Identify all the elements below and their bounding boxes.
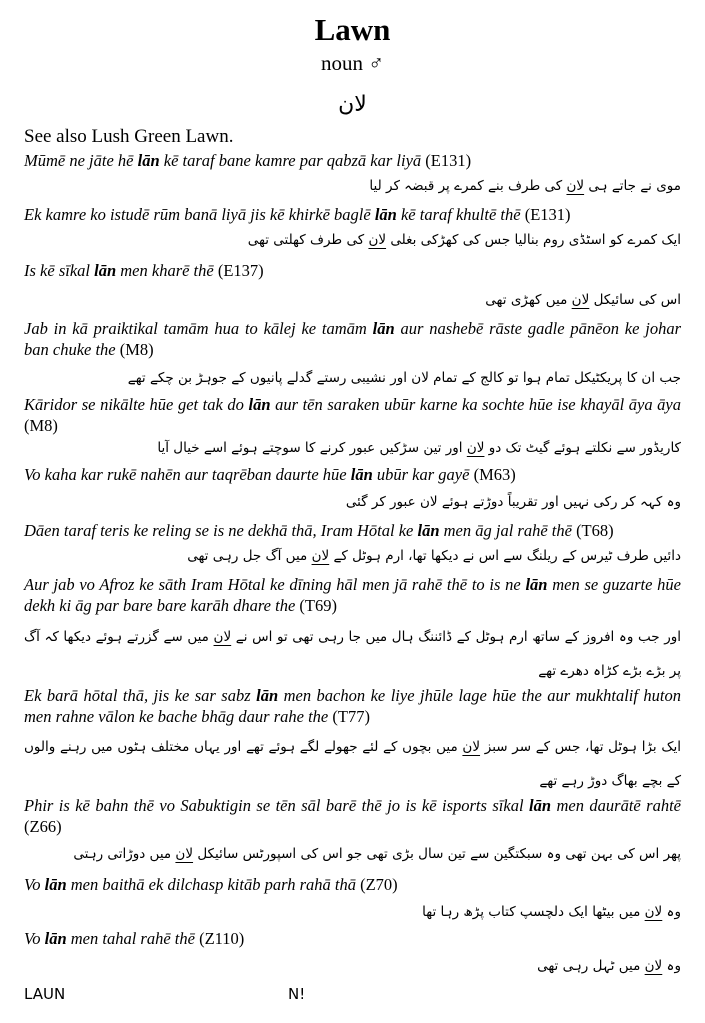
source-reference: (E131) [425, 151, 472, 170]
example-english [24, 685, 681, 727]
example-urdu [24, 730, 681, 798]
example-urdu [24, 172, 681, 200]
example-english [24, 574, 681, 616]
example-text: kē taraf khultē thē [396, 205, 521, 224]
example-text: men āg jal rahē thē [439, 521, 572, 540]
example-text: Phir is kē bahn thē vo Sabuktigin se tēn sāl barē thē jo is kē isports sīkal [24, 796, 529, 815]
keyword: lān [350, 465, 373, 484]
urdu-text: کی طرف بنے کمرے پر قبضہ کر لیا [369, 178, 567, 194]
urdu-keyword: لان [466, 440, 485, 456]
urdu-text: اور جب وہ افروز کے ساتھ ارم ہوٹل کے ڈائننگ ہال میں جا رہی تھی تو اس نے [231, 629, 682, 645]
keyword: lān [94, 261, 117, 280]
urdu-text: میں کھڑی تھی [485, 292, 572, 308]
source-reference: (M8) [119, 340, 154, 359]
example-english [24, 204, 681, 225]
example-english [24, 795, 681, 837]
urdu-text: میں بیٹھا ایک دلچسپ کتاب پڑھ رہا تھا [422, 904, 645, 920]
example-text: Dāen taraf teris ke reling se is ne dekhā thā, Iram Hōtal ke [24, 521, 418, 540]
source-reference: (Z66) [24, 817, 62, 836]
example-text: Kāridor se nikālte hūe get tak do [24, 395, 249, 414]
example-english [24, 394, 681, 436]
example-urdu [24, 840, 681, 868]
example-text: Ek kamre ko istudē rūm banā liyā jis kē khirkē baglē [24, 205, 375, 224]
urdu-text: وہ [662, 958, 681, 974]
example-text: men tahal rahē thē [66, 929, 195, 948]
example-text: Aur jab vo Afroz ke sāth Iram Hōtal ke dīning hāl men jā rahē thē to is ne [24, 575, 526, 594]
urdu-text: میں بچوں کے لئے جھولے لگے ہوئے تھے اور یہاں مختلف ہٹوں میں رہنے والوں کے بچے بھاگ دوڑ رہے تھے [24, 739, 681, 789]
example-english [24, 874, 681, 895]
keyword: lān [525, 575, 548, 594]
example-text: ubūr kar gayē [372, 465, 470, 484]
source-reference: (T69) [299, 596, 337, 615]
source-reference: (Z110) [199, 929, 245, 948]
example-urdu [24, 952, 681, 980]
headword: Lawn [314, 12, 391, 47]
footer-middle-label: N! [288, 985, 306, 1003]
urdu-text: میں آگ جل رہی تھی [187, 548, 312, 564]
keyword: lān [248, 395, 271, 414]
keyword: lān [417, 521, 440, 540]
example-urdu [24, 898, 681, 926]
example-english [24, 520, 681, 541]
urdu-text: جب ان کا پریکٹیکل تمام ہوا تو کالج کے تمام لان اور نشیبی رستے گدلے پانیوں کے جوہڑ بن چکے تھے [127, 370, 681, 386]
example-text: aur nashebē rāste gadle pānēon ke johar ban chuke the [24, 319, 682, 359]
keyword: lān [256, 686, 279, 705]
urdu-headword: لان [338, 92, 367, 117]
urdu-text: میں دوڑاتی رہتی [73, 846, 176, 862]
urdu-keyword: لان [566, 178, 585, 194]
source-reference: (T68) [576, 521, 614, 540]
example-text: Jab in kā praiktikal tamām hua to kālej ke tamām [24, 319, 373, 338]
urdu-text: کی طرف کھلتی تھی [247, 232, 369, 248]
urdu-text: ایک بڑا ہوٹل تھا، جس کے سر سبز [480, 739, 681, 755]
keyword: lān [372, 319, 395, 338]
urdu-text: میں ٹہل رہی تھی [537, 958, 645, 974]
example-text: Ek barā hōtal thā, jis ke sar sabz [24, 686, 257, 705]
urdu-text: موی نے جاتے ہی [584, 178, 681, 194]
keyword: lān [529, 796, 552, 815]
source-reference: (T77) [332, 707, 370, 726]
source-reference: (Z70) [360, 875, 398, 894]
example-text: men bachon ke liye jhūle lage hūe the aur mukhtalif huton men rahne vālon ke bache bhāg daur rahe the [24, 686, 681, 726]
example-english [24, 318, 681, 360]
keyword: lān [44, 929, 67, 948]
urdu-text: اس کی سائیکل [589, 292, 681, 308]
urdu-text: وہ [662, 904, 681, 920]
urdu-text: دائیں طرف ٹیرس کے ریلنگ سے اس نے دیکھا تھا، ارم ہوٹل کے [329, 548, 681, 564]
example-urdu [24, 488, 681, 516]
urdu-text: اور تین سڑکیں عبور کرنے کا سوچتے ہوئے اسے خیال آیا [157, 440, 467, 456]
urdu-keyword: لان [175, 846, 194, 862]
source-reference: (E131) [524, 205, 571, 224]
example-english [24, 260, 681, 281]
example-urdu [24, 286, 681, 314]
example-text: kē taraf bane kamre par qabzā kar liyā [159, 151, 422, 170]
example-urdu [24, 364, 681, 392]
example-text: Is kē sīkal [24, 261, 95, 280]
urdu-keyword: لان [644, 958, 663, 974]
source-reference: (M63) [473, 465, 516, 484]
see-also-note: See also Lush Green Lawn. [24, 126, 234, 147]
urdu-keyword: لان [644, 904, 663, 920]
example-text: Vo kaha kar rukē nahēn aur taqrēban daurte hūe [24, 465, 351, 484]
urdu-text: پھر اس کی بہن تھی وہ سبکتگین سے تین سال بڑی تھی جو اس کی اسپورٹس سائیکل [193, 846, 681, 862]
example-urdu [24, 226, 681, 254]
urdu-text: وہ کہہ کر رکی نہیں اور تقریباً دوڑتے ہوئے لان عبور کر گئی [345, 494, 681, 510]
urdu-text: ایک کمرے کو اسٹڈی روم بنالیا جس کی کھڑکی بغلی [386, 232, 681, 248]
example-english [24, 928, 681, 949]
part-of-speech: noun ♂ [321, 51, 384, 75]
example-text: Vo [24, 875, 45, 894]
example-urdu [24, 434, 681, 462]
keyword: lān [137, 151, 160, 170]
keyword: lān [374, 205, 397, 224]
example-urdu [24, 542, 681, 570]
urdu-keyword: لان [368, 232, 387, 248]
example-text: Mūmē ne jāte hē [24, 151, 138, 170]
example-english [24, 464, 681, 485]
example-text: men kharē thē [116, 261, 214, 280]
example-text: aur tēn saraken ubūr karne ka sochte hūe ise khayāl āya āya [270, 395, 681, 414]
urdu-text: میں سے گزرتے ہوئے دیکھا کہ آگ پر بڑے بڑے کڑاہ دھرے تھے [24, 629, 681, 679]
example-text: Vo [24, 929, 45, 948]
urdu-keyword: لان [311, 548, 330, 564]
footer-left-label: LAUN [24, 985, 66, 1003]
example-english [24, 150, 681, 171]
example-urdu [24, 620, 681, 688]
example-text: men daurātē rahtē [551, 796, 681, 815]
example-text: men baithā ek dilchasp kitāb parh rahā thā [66, 875, 356, 894]
urdu-keyword: لان [462, 739, 481, 755]
urdu-keyword: لان [213, 629, 232, 645]
urdu-keyword: لان [571, 292, 590, 308]
source-reference: (M8) [24, 416, 58, 435]
example-text: men se guzarte hūe dekh ki āg par bare bare karāh dhare the [24, 575, 682, 615]
urdu-text: کاریڈور سے نکلتے ہوئے گیٹ تک دو [484, 440, 681, 456]
keyword: lān [44, 875, 67, 894]
source-reference: (E137) [217, 261, 264, 280]
